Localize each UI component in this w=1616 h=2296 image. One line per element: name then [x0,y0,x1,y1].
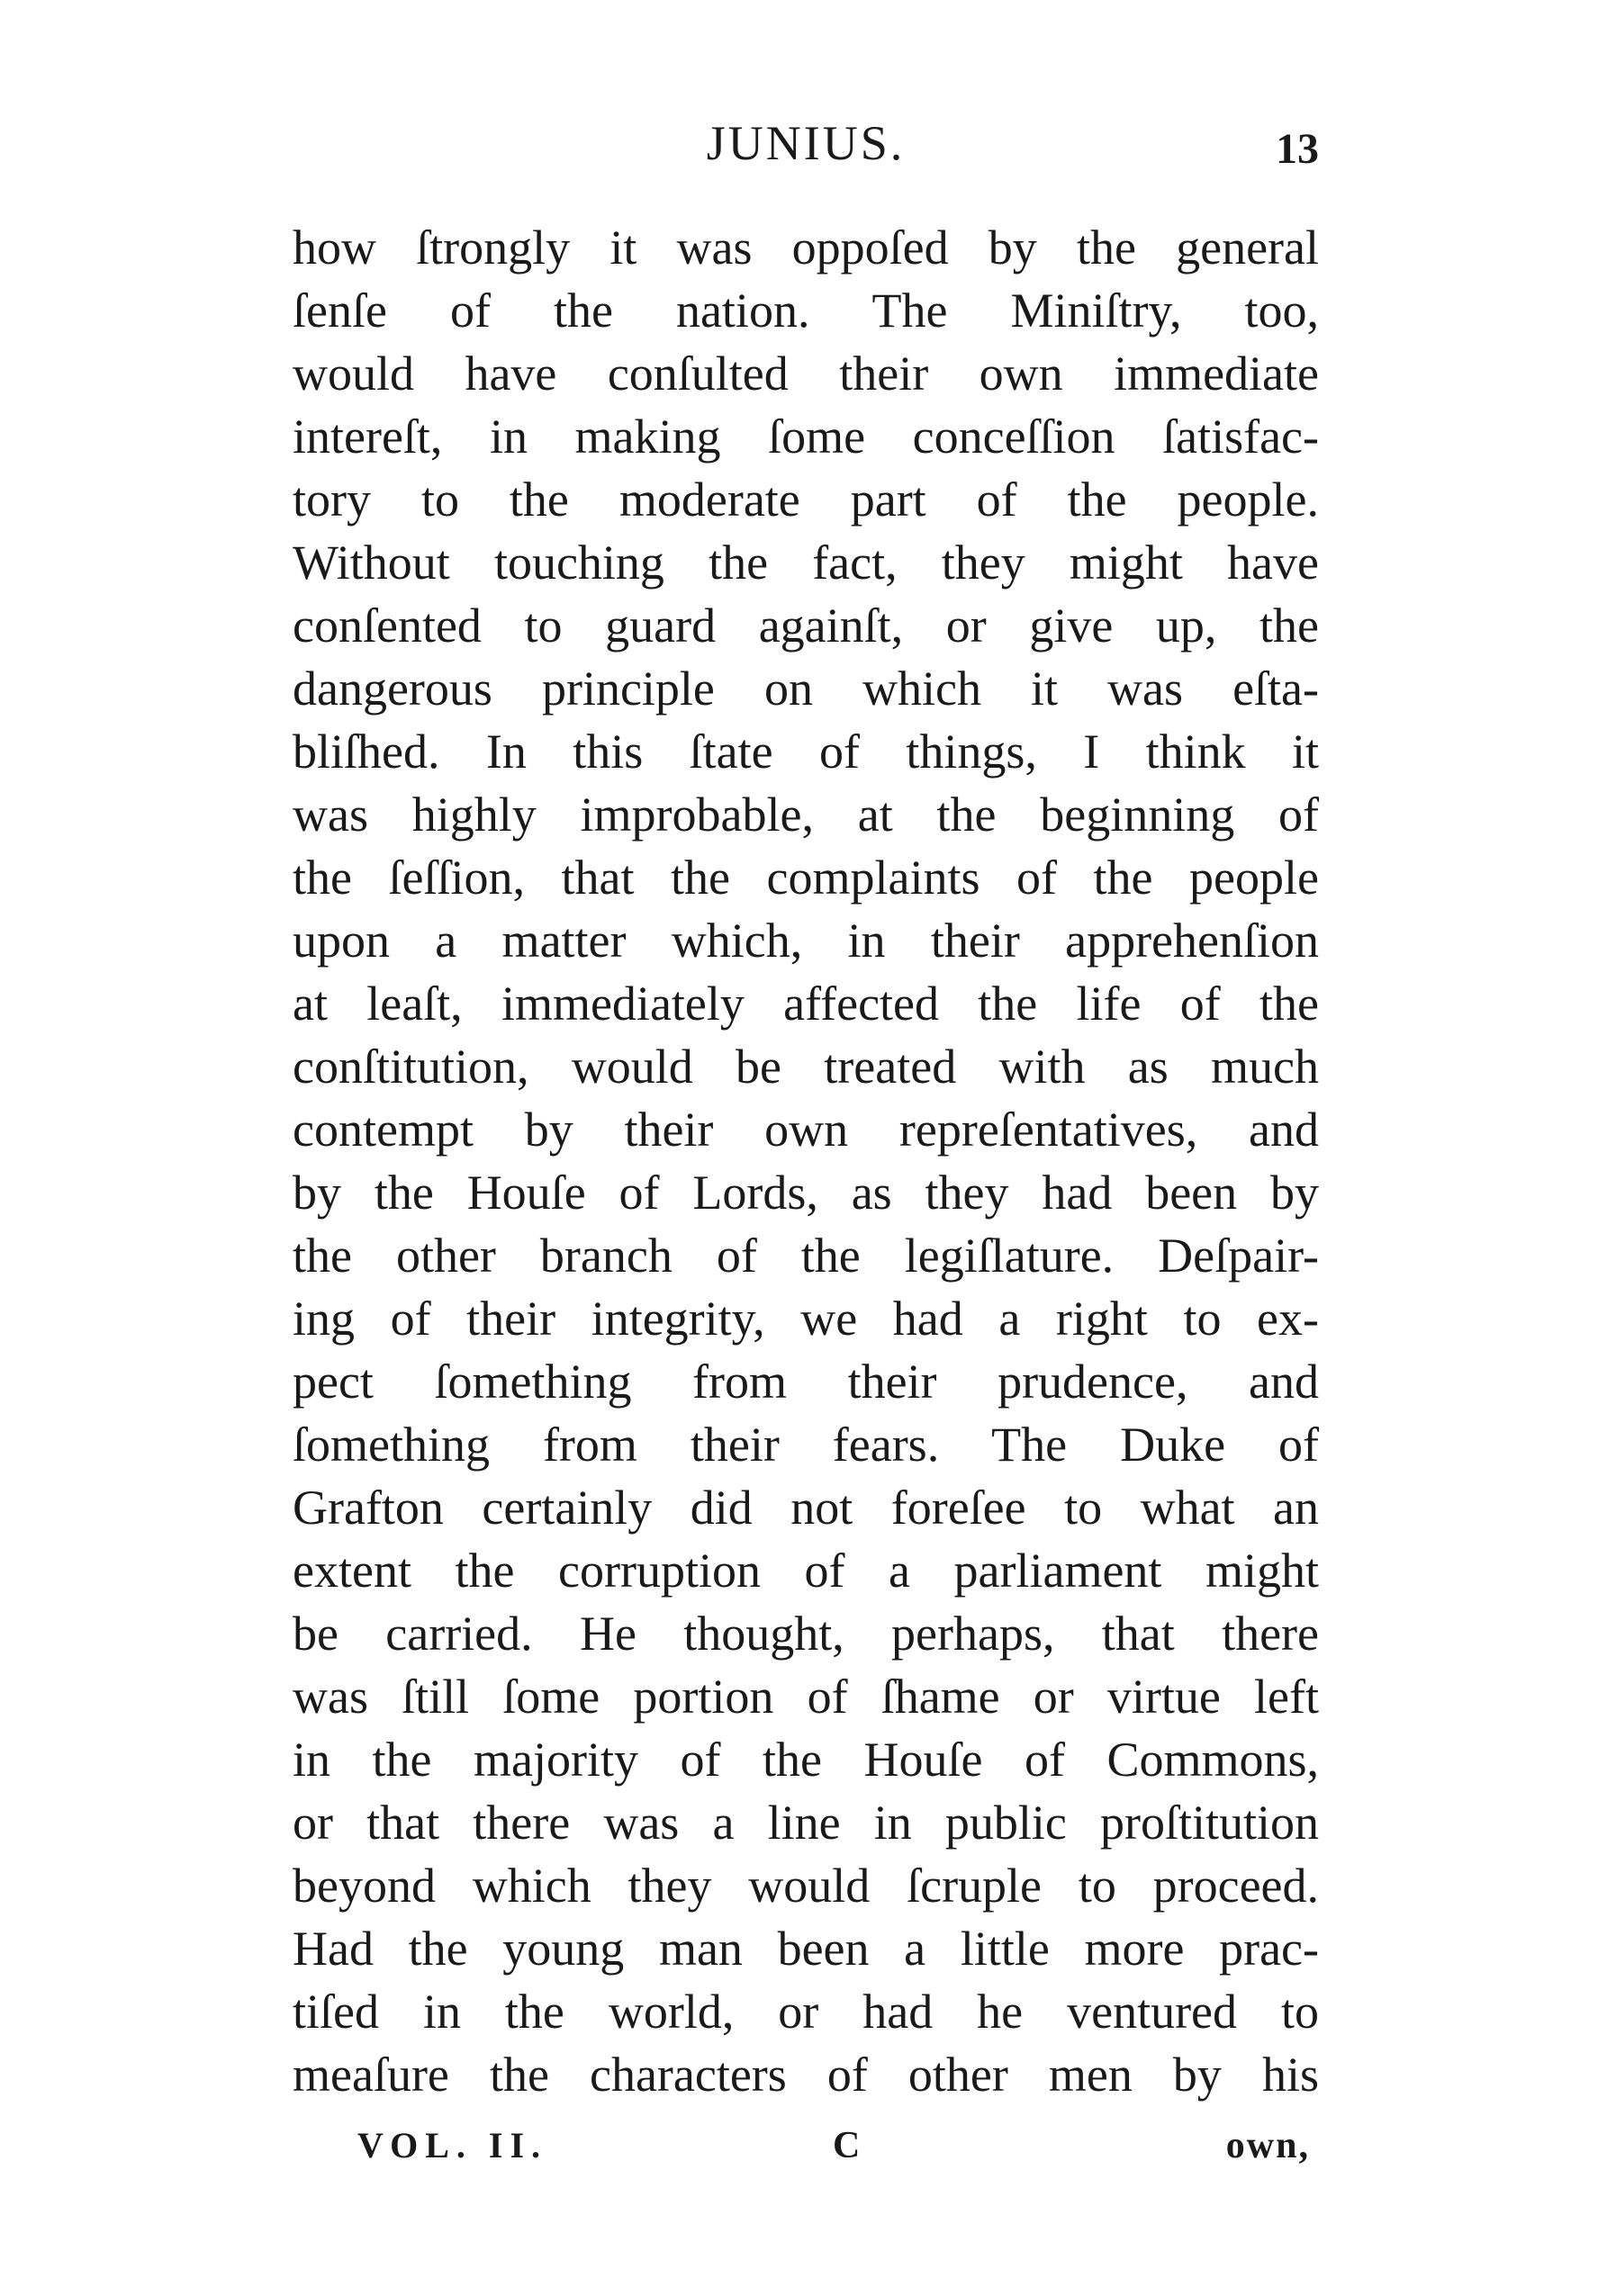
text-line: be carried. He thought, perhaps, that there [293,1607,1319,1661]
text-line: extent the corruption of a parliament might [293,1544,1319,1598]
text-line: was ſtill ſome portion of ſhame or virtue left [293,1670,1319,1724]
text-line: ing of their integrity, we had a right to ex- [293,1292,1319,1346]
text-line: the ſeſſion, that the complaints of the people [293,851,1319,905]
page-number: 13 [1276,125,1319,173]
text-line: the other branch of the legiſlature. Deſpair- [293,1229,1319,1283]
text-line: at leaſt, immediately affected the life of the [293,977,1319,1031]
catchword: own, [1225,2125,1310,2166]
text-line: bliſhed. In this ſtate of things, I think it [293,725,1319,779]
text-line: was highly improbable, at the beginning of [293,788,1319,842]
text-line: dangerous principle on which it was eſta- [293,662,1319,716]
volume-signature: VOL. II. [357,2125,548,2165]
text-line: ſomething from their fears. The Duke of [293,1418,1319,1472]
running-title: JUNIUS. [706,116,906,170]
text-line: meaſure the characters of other men by his [293,2048,1319,2102]
text-line: tiſed in the world, or had he ventured to [293,1985,1319,2039]
text-line: Without touching the fact, they might have [293,536,1319,590]
text-line: intereſt, in making ſome conceſſion ſatisfac- [293,410,1319,464]
text-line: pect ſomething from their prudence, and [293,1355,1319,1409]
text-line: would have conſulted their own immediate [293,347,1319,401]
gathering-signature: C [833,2125,861,2166]
body-text [293,216,1319,2106]
text-line: by the Houſe of Lords, as they had been by [293,1166,1319,1220]
text-line: upon a matter which, in their apprehenſion [293,914,1319,968]
text-line: beyond which they would ſcruple to proceed. [293,1859,1319,1913]
text-line: contempt by their own repreſentatives, and [293,1103,1319,1157]
text-line: ſenſe of the nation. The Miniſtry, too, [293,284,1319,338]
text-line: conſtitution, would be treated with as much [293,1040,1319,1094]
page-footer [293,2124,1319,2178]
text-line: in the majority of the Houſe of Commons, [293,1733,1319,1787]
text-line: or that there was a line in public proſtitution [293,1796,1319,1850]
text-line: Had the young man been a little more prac- [293,1922,1319,1976]
text-line: how ſtrongly it was oppoſed by the general [293,221,1319,275]
text-line: tory to the moderate part of the people. [293,473,1319,527]
running-head [293,115,1319,178]
text-line: Grafton certainly did not foreſee to what an [293,1481,1319,1535]
text-line: conſented to guard againſt, or give up, the [293,599,1319,653]
